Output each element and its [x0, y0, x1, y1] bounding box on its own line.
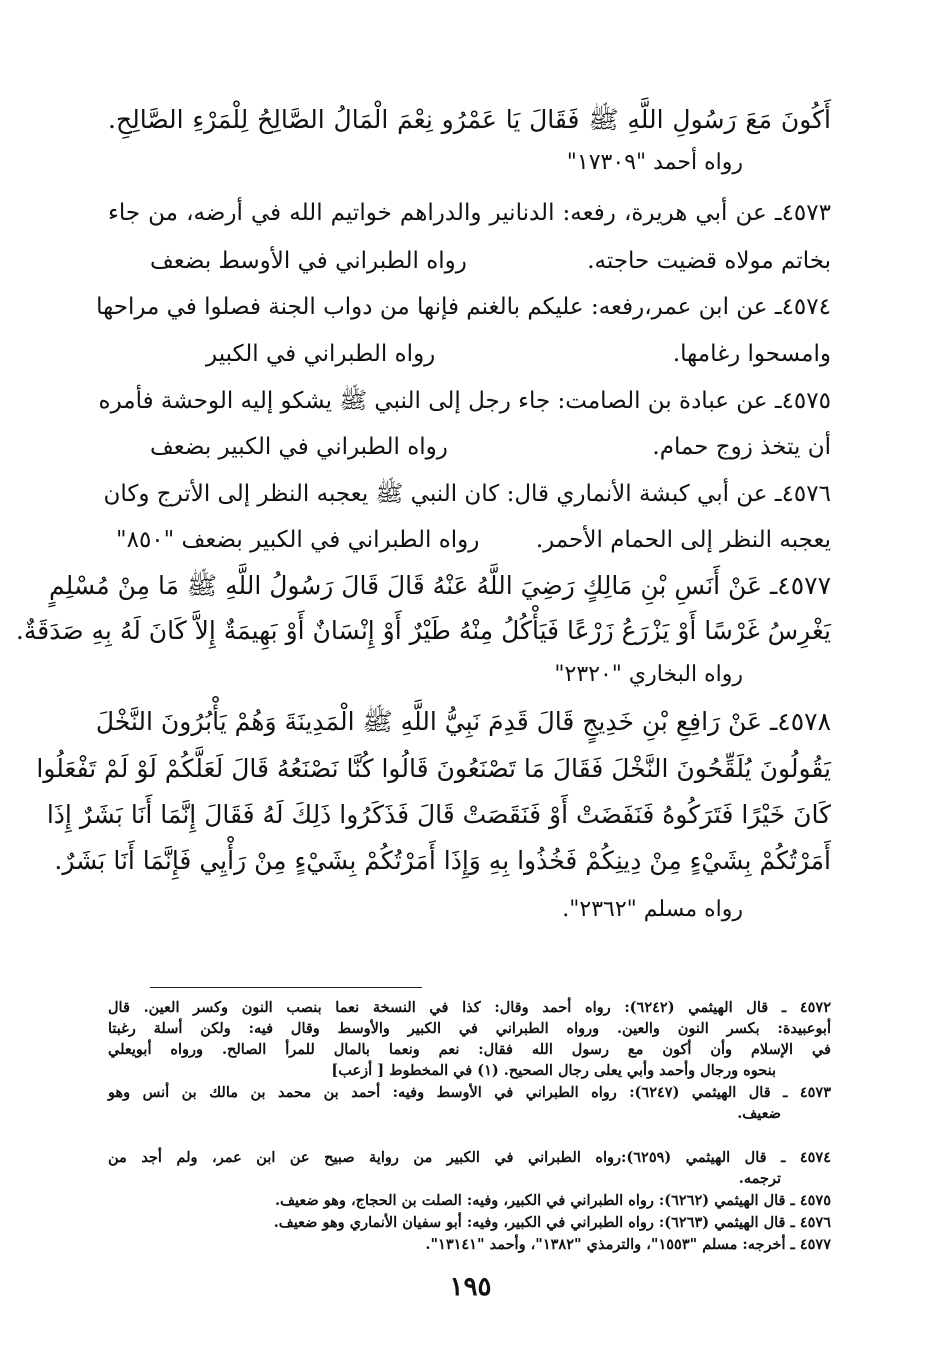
- footnote-line: ٤٥٧٢ ـ قال الهيثمي (٦٢٤٢): رواه أحمد وقال: كذا في النسخة نعما بنصب النون وكسر العين. قال: [108, 999, 831, 1016]
- hadith-line: يَغْرِسُ غَرْسًا أَوْ يَزْرَعُ زَرْعًا فَيَأْكُلُ مِنْهُ طَيْرٌ أَوْ إِنْسَانٌ أَوْ بَهِيمَةٌ إِلاَّ كَانَ لَهُ بِهِ صَدَقَةٌ.: [15, 616, 831, 645]
- hadith-line: [108, 336, 831, 372]
- hadith-text: أن يتخذ زوج حمام.: [652, 434, 831, 460]
- hadith-line: [108, 429, 831, 465]
- reference: رواه أحمد "١٧٣٠٩": [566, 150, 743, 175]
- hadith-line: [108, 243, 831, 279]
- footnote-line: بنحوه ورجال وأحمد وأبي يعلى رجال الصحيح. (١) في المخطوط [ أزعب]: [331, 1062, 776, 1079]
- footnote-line: ٤٥٧٧ ـ أخرجه: مسلم "١٥٥٣"، والترمذي "١٣٨٢"، وأحمد "١٣١٤١".: [425, 1236, 831, 1253]
- reference: رواه الطبراني في الكبير: [206, 341, 436, 367]
- hadith-line: ٤٥٧٨ـ عَنْ رَافِعِ بْنِ خَدِيجٍ قَالَ قَدِمَ نَبِيُّ اللَّهِ ﷺ الْمَدِينَةَ وَهُمْ يَأْبُرُونَ النَّخْلَ: [95, 707, 831, 736]
- footnote-line: أبوعبيدة: بكسر النون والعين. ورواه الطبراني في الكبير والأوسط وقال فيه: ولكن أسلة رغبتا: [108, 1020, 831, 1037]
- reference: رواه الطبراني في الكبير بضعف: [150, 434, 448, 460]
- hadith-line: ٤٥٧٤ـ عن ابن عمر،رفعه: عليكم بالغنم فإنها من دواب الجنة فصلوا في مراحها: [96, 294, 831, 320]
- hadith-line: ٤٥٧٧ـ عَنْ أَنَسِ بْنِ مَالِكٍ رَضِيَ اللَّهُ عَنْهُ قَالَ قَالَ رَسُولُ اللَّهِ ﷺ مَا مِنْ مُسْلِمٍ: [49, 571, 831, 600]
- hadith-text: وامسحوا رغامها.: [672, 341, 831, 367]
- footnote-line: ٤٥٧٤ ـ قال الهيثمي (٦٢٥٩):رواه الطبراني في الكبير من رواية صبيح عن ابن عمر، ولم أجد من: [108, 1149, 831, 1166]
- footnote-line: ضعيف.: [737, 1105, 781, 1122]
- hadith-text: بخاتم مولاه قضيت حاجته.: [587, 248, 831, 274]
- hadith-line: [108, 522, 831, 558]
- hadith-line: ٤٥٧٣ـ عن أبي هريرة، رفعه: الدنانير والدراهم خواتيم الله في أرضه، من جاء: [108, 200, 831, 226]
- footnote-line: ٤٥٧٣ ـ قال الهيثمي (٦٢٤٧): رواه الطبراني في الأوسط وفيه: أحمد بن محمد بن مالك بن أنس وهو: [108, 1084, 831, 1101]
- hadith-line: يَقُولُونَ يُلَقِّحُونَ النَّخْلَ فَقَالَ مَا تَصْنَعُونَ قَالُوا كُنَّا نَصْنَعُهُ قَالَ لَعَلَّكُمْ لَوْ لَمْ تَفْعَلُوا: [36, 754, 831, 783]
- hadith-line: كَانَ خَيْرًا فَتَرَكُوهُ فَنَفَضَتْ أَوْ فَنَقَصَتْ قَالَ فَذَكَرُوا ذَلِكَ لَهُ فَقَالَ إِنَّمَا أَنَا بَشَرٌ إِذَا: [46, 800, 831, 829]
- reference: رواه الطبراني في الكبير بضعف "٨٥٠": [116, 527, 480, 553]
- hadith-line: أَمَرْتُكُمْ بِشَيْءٍ مِنْ دِينِكُمْ فَخُذُوا بِهِ وَإِذَا أَمَرْتُكُمْ بِشَيْءٍ مِنْ رَأْيِي فَإِنَّمَا أَنَا بَشَرٌ.: [54, 846, 831, 875]
- page-number: ١٩٥: [449, 1272, 492, 1302]
- footnote-divider: [150, 987, 422, 988]
- hadith-line: ٤٥٧٦ـ عن أبي كبشة الأنماري قال: كان النبي ﷺ يعجبه النظر إلى الأترج وكان: [103, 481, 831, 507]
- reference: رواه مسلم "٢٣٦٢".: [562, 897, 743, 922]
- hadith-line: أَكُونَ مَعَ رَسُولِ اللَّهِ ﷺ فَقَالَ يَا عَمْرُو نِعْمَ الْمَالُ الصَّالِحُ لِلْمَرْءِ الصَّالِحِ.: [108, 105, 831, 134]
- hadith-line: ٤٥٧٥ـ عن عبادة بن الصامت: جاء رجل إلى النبي ﷺ يشكو إليه الوحشة فأمره: [98, 388, 831, 414]
- footnote-line: ٤٥٧٥ ـ قال الهيثمي (٦٢٦٢): رواه الطبراني في الكبير، وفيه: الصلت بن الحجاج، وهو ضعيف.: [274, 1192, 831, 1209]
- reference: رواه البخاري "٢٣٢٠": [554, 662, 743, 687]
- footnote-line: ترجمه.: [738, 1170, 781, 1187]
- reference: رواه الطبراني في الأوسط بضعف: [150, 248, 467, 274]
- hadith-text: يعجبه النظر إلى الحمام الأحمر.: [535, 527, 831, 553]
- footnote-line: ٤٥٧٦ ـ قال الهيثمي (٦٢٦٣): رواه الطبراني في الكبير، وفيه: أبو سفيان الأنماري وهو ضعيف.: [273, 1214, 831, 1231]
- footnote-line: في الإسلام وأن أكون مع رسول الله فقال: نعم ونعما بالمال للمرأ الصالح. ورواه أبويعلي: [108, 1041, 831, 1058]
